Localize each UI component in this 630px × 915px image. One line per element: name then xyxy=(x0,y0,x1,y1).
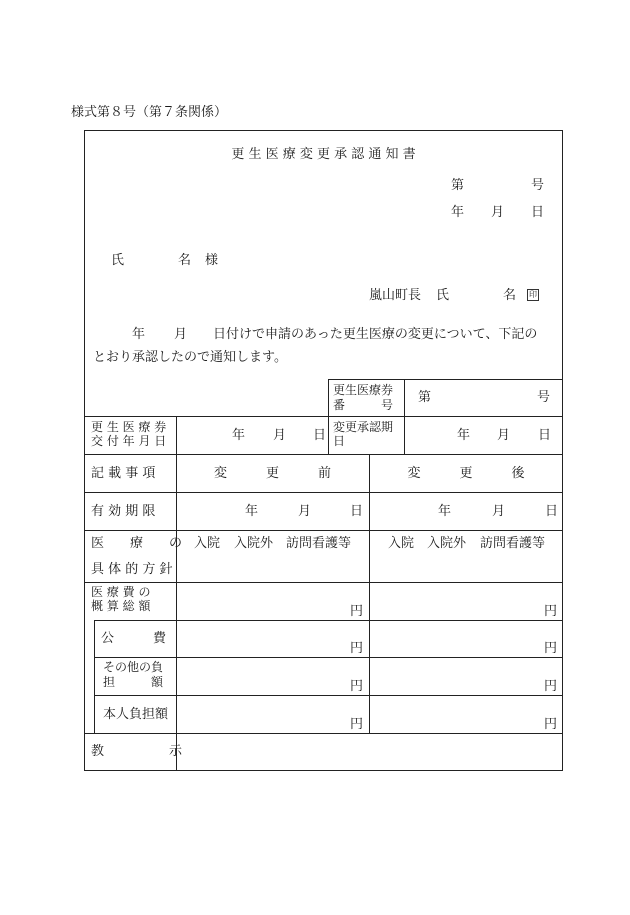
validity-before-year: 年 xyxy=(245,504,259,519)
policy-label-line-1: 医 療 の xyxy=(91,536,183,551)
issue-date-label-line-2: 交 付 年 月 日 xyxy=(91,434,167,448)
other-burden-before-yen: 円 xyxy=(350,679,364,694)
validity-after-year: 年 xyxy=(438,504,452,519)
voucher-prefix: 第 xyxy=(418,390,432,405)
validity-after-day: 日 xyxy=(545,504,559,519)
approval-period-label-line-1: 変更承認期 xyxy=(333,420,394,434)
rule-row-3 xyxy=(84,492,563,493)
cost-total-label-line-2: 概 算 総 額 xyxy=(91,599,151,613)
body-line-2: とおり承認したので通知します。 xyxy=(93,350,287,365)
approval-year: 年 xyxy=(457,428,471,443)
cost-total-after-yen: 円 xyxy=(544,604,558,619)
voucher-label-line-2: 番 号 xyxy=(333,398,394,412)
rule-row-5 xyxy=(84,582,563,583)
issue-year: 年 xyxy=(232,428,246,443)
issuer-mei: 名 xyxy=(503,288,517,303)
rule-voucher-top xyxy=(328,379,563,380)
other-burden-after-yen: 円 xyxy=(544,679,558,694)
body-line-1: 日付けで申請のあった更生医療の変更について、下記の xyxy=(213,327,538,342)
self-burden-after-yen: 円 xyxy=(544,717,558,732)
policy-after-inpatient: 入院 xyxy=(388,536,415,551)
instruction-label: 教 示 xyxy=(91,744,183,759)
document-title: 更 生 医 療 変 更 承 認 通 知 書 xyxy=(231,147,416,162)
issue-day: 日 xyxy=(313,428,327,443)
body-year: 年 xyxy=(132,327,146,342)
rule-row-8 xyxy=(94,695,563,696)
rule-row-1 xyxy=(84,416,563,417)
issue-date-label-line-1: 更 生 医 療 券 xyxy=(91,420,167,434)
form-number-label: 様式第８号（第７条関係） xyxy=(71,105,228,120)
before-header: 変 更 前 xyxy=(213,466,331,481)
policy-label-line-2: 具 体 的 方 針 xyxy=(91,562,173,577)
rule-period-right xyxy=(404,416,405,454)
validity-label: 有 効 期 限 xyxy=(91,504,156,519)
approval-month: 月 xyxy=(497,428,511,443)
date-month: 月 xyxy=(491,205,505,220)
issue-month: 月 xyxy=(273,428,287,443)
cost-total-before-yen: 円 xyxy=(350,604,364,619)
rule-row-9 xyxy=(84,733,563,734)
rule-row-2 xyxy=(84,454,563,455)
items-label: 記 載 事 項 xyxy=(91,466,156,481)
number-suffix: 号 xyxy=(531,178,545,193)
approval-day: 日 xyxy=(538,428,552,443)
rule-period-left xyxy=(328,416,329,454)
rule-voucher-left xyxy=(328,379,329,416)
public-cost-before-yen: 円 xyxy=(350,641,364,656)
rule-row-4 xyxy=(84,530,563,531)
issuer-organization: 嵐山町長 xyxy=(369,288,422,303)
policy-after-outpatient: 入院外 xyxy=(427,536,467,551)
policy-after-home-visit: 訪問看護等 xyxy=(480,536,546,551)
addressee-mei: 名 xyxy=(178,253,192,268)
policy-before-inpatient: 入院 xyxy=(194,536,221,551)
policy-before-outpatient: 入院外 xyxy=(234,536,274,551)
validity-before-day: 日 xyxy=(350,504,364,519)
self-burden-before-yen: 円 xyxy=(350,717,364,732)
validity-before-month: 月 xyxy=(298,504,312,519)
seal-mark-icon: 印 xyxy=(529,290,537,299)
rule-indent-column xyxy=(94,620,95,733)
after-header: 変 更 後 xyxy=(407,466,525,481)
rule-voucher-mid xyxy=(404,379,405,416)
self-burden-label: 本人負担額 xyxy=(103,707,169,722)
policy-before-home-visit: 訪問看護等 xyxy=(286,536,352,551)
number-prefix: 第 xyxy=(451,178,465,193)
date-year: 年 xyxy=(451,205,465,220)
voucher-label-line-1: 更生医療券 xyxy=(333,383,394,397)
issuer-shi: 氏 xyxy=(436,288,450,303)
other-burden-label-line-1: その他の負 xyxy=(103,660,164,674)
public-cost-label: 公 費 xyxy=(101,631,167,646)
voucher-suffix: 号 xyxy=(537,390,551,405)
approval-period-label-line-2: 日 xyxy=(333,434,346,448)
addressee-shi: 氏 xyxy=(111,253,125,268)
rule-row-6 xyxy=(94,620,563,621)
date-day: 日 xyxy=(531,205,545,220)
rule-row-7 xyxy=(94,657,563,658)
other-burden-label-line-2: 担 額 xyxy=(103,675,164,689)
validity-after-month: 月 xyxy=(492,504,506,519)
public-cost-after-yen: 円 xyxy=(544,641,558,656)
cost-total-label-line-1: 医 療 費 の xyxy=(91,585,151,599)
body-month: 月 xyxy=(174,327,188,342)
rule-before-after-divider xyxy=(369,454,370,733)
addressee-sama: 様 xyxy=(205,253,219,268)
